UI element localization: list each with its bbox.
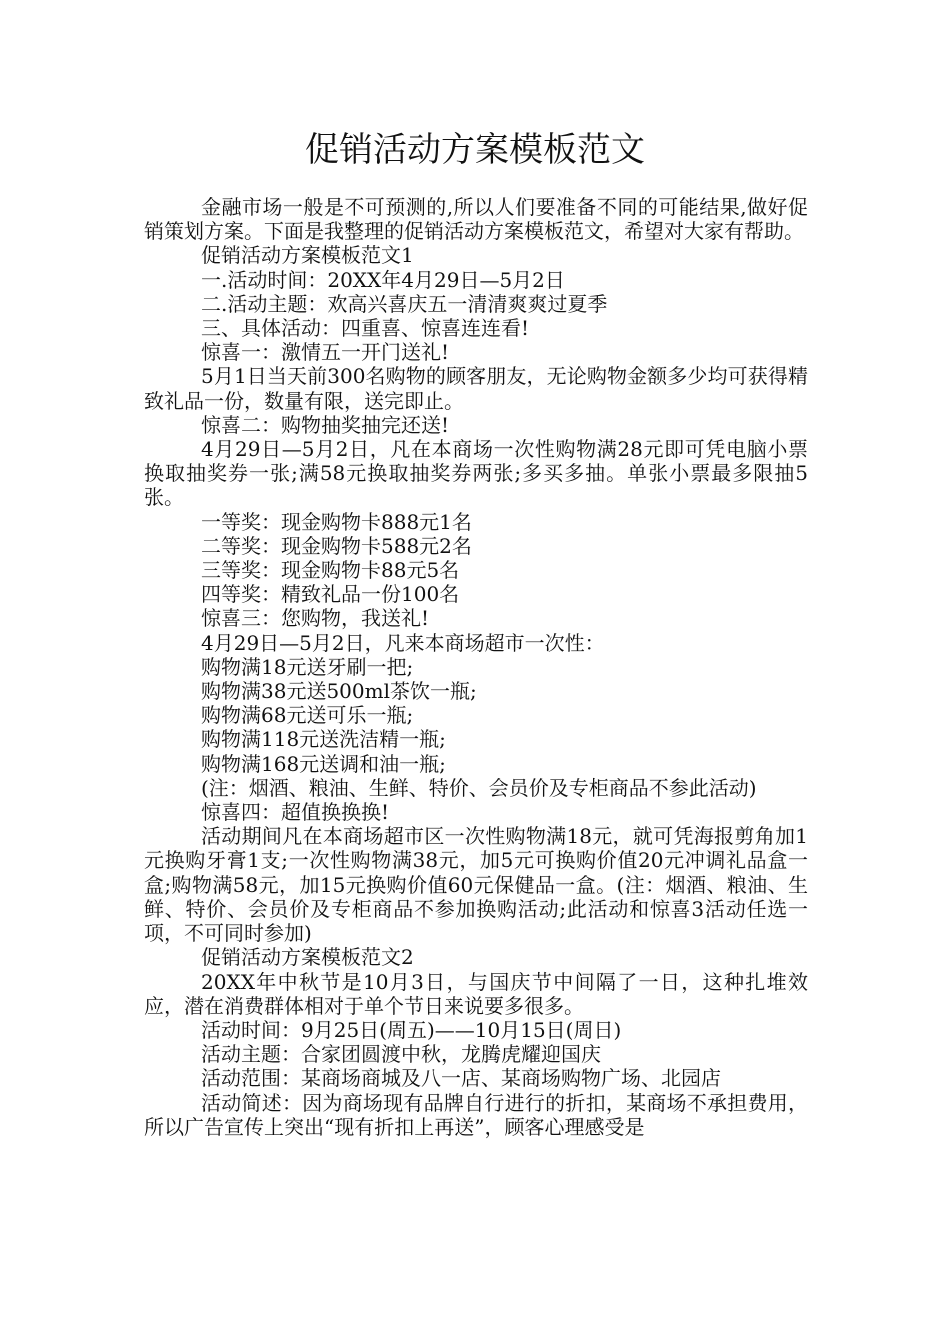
paragraph: 二等奖：现金购物卡588元2名 (201, 533, 472, 558)
paragraph: 惊喜二：购物抽奖抽完还送! (201, 412, 450, 437)
paragraph: 活动范围：某商场商城及八一店、某商场购物广场、北园店 (201, 1066, 721, 1091)
paragraph: 一.活动时间：20XX年4月29日—5月2日 (201, 267, 565, 292)
paragraph: 20XX年中秋节是10月3日，与国庆节中间隔了一日，这种扎堆效应，潜在消费群体相对于单个节日来说要多很多。 (144, 969, 808, 1018)
paragraph: 购物满38元送500ml茶饮一瓶; (201, 679, 477, 704)
paragraph: 惊喜四：超值换换换! (201, 800, 390, 825)
paragraph: 4月29日—5月2日，凡在本商场一次性购物满28元即可凭电脑小票换取抽奖券一张;满58元换取抽奖券两张;多买多抽。单张小票最多限抽5张。 (144, 437, 808, 510)
paragraph: 4月29日—5月2日，凡来本商场超市一次性： (201, 630, 605, 655)
document-body (144, 195, 808, 1139)
paragraph: 购物满118元送洗洁精一瓶; (201, 727, 446, 752)
paragraph: 购物满68元送可乐一瓶; (201, 703, 414, 728)
paragraph: 活动期间凡在本商场超市区一次性购物满18元，就可凭海报剪角加1元换购牙膏1支;一次性购物满38元，加5元可换购价值20元冲调礼品盒一盒;购物满58元，加15元换购价值60元保健品一盒。(注：烟酒、粮油、生鲜、特价、会员价及专柜商品不参加换购活动;此活动和惊喜3活动任选一项，不可同时参加) (144, 824, 808, 946)
paragraph: 二.活动主题：欢高兴喜庆五一清清爽爽过夏季 (201, 291, 608, 316)
document-title: 促销活动方案模板范文 (305, 130, 645, 170)
paragraph: 活动时间：9月25日(周五)——10月15日(周日) (201, 1017, 622, 1042)
paragraph: 一等奖：现金购物卡888元1名 (201, 509, 472, 534)
paragraph: 四等奖：精致礼品一份100名 (201, 582, 460, 607)
paragraph: 三、具体活动：四重喜、惊喜连连看! (201, 316, 530, 341)
paragraph: 惊喜三：您购物，我送礼! (201, 606, 430, 631)
paragraph: 促销活动方案模板范文1 (201, 243, 414, 268)
paragraph: 5月1日当天前300名购物的顾客朋友，无论购物金额多少均可获得精致礼品一份，数量有限，送完即止。 (144, 364, 808, 413)
paragraph: 惊喜一：激情五一开门送礼! (201, 340, 450, 365)
paragraph: 活动简述：因为商场现有品牌自行进行的折扣，某商场不承担费用，所以广告宣传上突出“现有折扣上再送”，顾客心理感受是 (144, 1090, 808, 1139)
paragraph: 购物满18元送牙刷一把; (201, 654, 414, 679)
paragraph: (注：烟酒、粮油、生鲜、特价、会员价及专柜商品不参此活动) (201, 775, 757, 800)
paragraph: 活动主题：合家团圆渡中秋，龙腾虎耀迎国庆 (201, 1042, 601, 1067)
paragraph: 金融市场一般是不可预测的,所以人们要准备不同的可能结果,做好促销策划方案。下面是我整理的促销活动方案模板范文，希望对大家有帮助。 (144, 195, 808, 244)
paragraph: 购物满168元送调和油一瓶; (201, 751, 446, 776)
paragraph: 三等奖：现金购物卡88元5名 (201, 558, 460, 583)
paragraph: 促销活动方案模板范文2 (201, 945, 414, 970)
